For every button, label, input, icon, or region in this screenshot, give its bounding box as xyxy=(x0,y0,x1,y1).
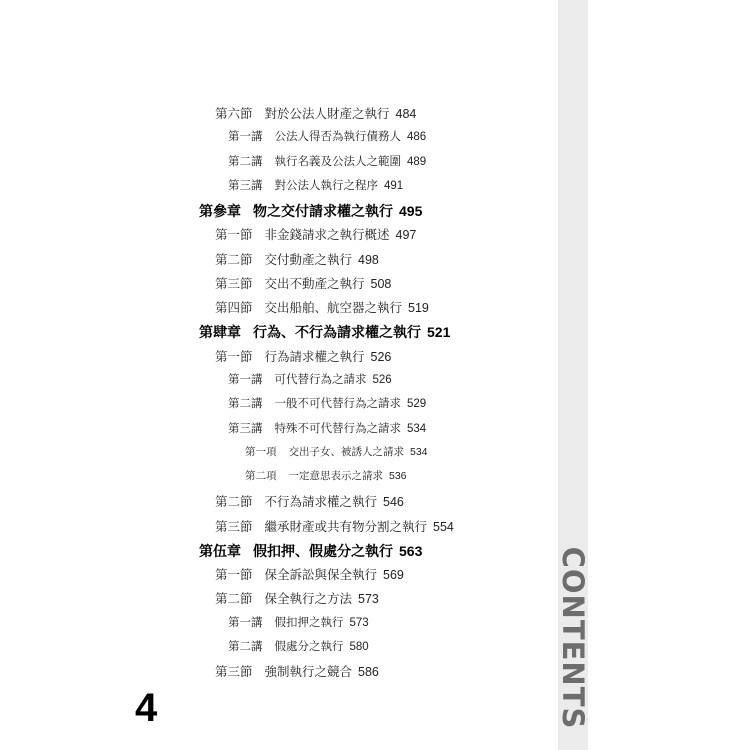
toc-entry-lecture xyxy=(228,371,392,387)
toc-entry-title: 強制執行之競合 xyxy=(264,664,353,680)
toc-entry-section xyxy=(215,250,379,268)
toc-entry-lecture xyxy=(228,614,369,630)
toc-entry-title: 交出子女、被誘人之請求 xyxy=(288,445,404,458)
toc-entry-page-number: 563 xyxy=(399,542,423,559)
toc-entry-title: 一定意思表示之請求 xyxy=(288,470,383,483)
toc-entry-section xyxy=(215,104,417,122)
toc-entry-label: 第一節 xyxy=(215,567,253,583)
contents-side-label: CONTENTS xyxy=(556,546,590,730)
toc-entry-title: 行為、不行為請求權之執行 xyxy=(253,325,421,342)
toc-entry-title: 執行名義及公法人之範圍 xyxy=(274,153,401,168)
toc-entry-page-number: 484 xyxy=(395,107,417,121)
toc-entry-label: 第三節 xyxy=(215,518,253,534)
toc-entry-title: 可代替行為之請求 xyxy=(274,371,367,386)
toc-entry-page-number: 486 xyxy=(407,131,427,144)
toc-entry-section xyxy=(215,274,392,292)
toc-entry-title: 繼承財產或共有物分割之執行 xyxy=(264,518,428,534)
toc-entry-page-number: 529 xyxy=(407,398,427,411)
toc-entry-label: 第二項 xyxy=(245,470,277,483)
toc-entry-page-number: 497 xyxy=(395,228,417,243)
toc-entry-page-number: 508 xyxy=(370,276,392,291)
toc-entry-label: 第一項 xyxy=(245,445,277,458)
toc-entry-label: 第參章 xyxy=(199,204,241,221)
toc-entry-chapter xyxy=(199,201,423,221)
toc-entry-page-number: 569 xyxy=(383,568,404,583)
toc-entry-title: 公法人得否為執行債務人 xyxy=(274,129,401,144)
toc-entry-label: 第六節 xyxy=(215,106,253,121)
toc-entry-title: 一般不可代替行為之請求 xyxy=(274,396,401,411)
toc-entry-label: 第一講 xyxy=(228,371,263,386)
toc-entry-label: 第二講 xyxy=(228,153,263,168)
toc-entry-page-number: 526 xyxy=(370,349,392,364)
toc-entry-section xyxy=(215,225,417,243)
toc-entry-title: 保全執行之方法 xyxy=(264,591,353,607)
toc-entry-page-number: 536 xyxy=(389,470,407,483)
toc-entry-lecture xyxy=(228,638,369,654)
toc-entry-title: 假扣押之執行 xyxy=(274,614,344,629)
toc-entry-item xyxy=(245,468,407,483)
toc-entry-label: 第四節 xyxy=(215,300,253,316)
toc-entry-title: 假處分之執行 xyxy=(274,638,344,653)
toc-entry-chapter xyxy=(199,322,451,342)
toc-entry-page-number: 519 xyxy=(408,301,429,316)
toc-entry-title: 非金錢請求之執行概述 xyxy=(264,227,390,243)
toc-entry-section xyxy=(215,662,379,680)
toc-entry-section xyxy=(215,589,379,607)
toc-entry-lecture xyxy=(228,420,427,436)
page-number: 4 xyxy=(135,686,158,730)
toc-entry-page-number: 586 xyxy=(358,665,379,680)
toc-entry-label: 第二節 xyxy=(215,591,253,607)
toc-entry-label: 第二節 xyxy=(215,494,253,510)
toc-entry-page-number: 554 xyxy=(433,519,454,534)
toc-entry-title: 特殊不可代替行為之請求 xyxy=(274,420,401,435)
toc-entry-page-number: 489 xyxy=(407,155,427,168)
toc-entry-page-number: 534 xyxy=(410,445,428,458)
toc-entry-label: 第一講 xyxy=(228,614,263,629)
toc-entry-label: 第伍章 xyxy=(199,543,241,560)
toc-entry-section xyxy=(215,565,404,583)
toc-entry-title: 不行為請求權之執行 xyxy=(264,494,378,510)
toc-entry-section xyxy=(215,298,429,316)
toc-entry-page-number: 573 xyxy=(358,592,379,607)
toc-entry-title: 對於公法人財產之執行 xyxy=(264,106,390,121)
toc-entry-section xyxy=(215,347,392,365)
toc-entry-title: 對公法人執行之程序 xyxy=(274,177,378,192)
toc-entry-label: 第三節 xyxy=(215,664,253,680)
toc-entry-title: 交出船舶、航空器之執行 xyxy=(264,300,403,316)
toc-entry-lecture xyxy=(228,177,404,193)
toc-entry-title: 假扣押、假處分之執行 xyxy=(253,543,393,560)
toc-entry-lecture xyxy=(228,128,427,144)
toc-entry-page-number: 495 xyxy=(399,203,423,220)
toc-entry-title: 保全訴訟與保全執行 xyxy=(264,567,378,583)
toc-entry-title: 行為請求權之執行 xyxy=(264,348,365,364)
toc-entry-page-number: 546 xyxy=(383,495,404,510)
toc-entry-item xyxy=(245,444,428,459)
toc-entry-label: 第肆章 xyxy=(199,325,241,342)
toc-entry-label: 第二節 xyxy=(215,251,253,267)
toc-entry-title: 物之交付請求權之執行 xyxy=(253,204,393,221)
toc-entry-section xyxy=(215,517,454,535)
toc-entry-label: 第二講 xyxy=(228,396,263,411)
toc-entry-label: 第三講 xyxy=(228,420,263,435)
toc-entry-label: 第三節 xyxy=(215,275,253,291)
toc-entry-lecture xyxy=(228,395,427,411)
toc-entry-title: 交付動產之執行 xyxy=(264,251,353,267)
toc-entry-page-number: 491 xyxy=(384,179,404,192)
toc-entry-label: 第一講 xyxy=(228,129,263,144)
toc-entry-label: 第二講 xyxy=(228,638,263,653)
toc-entry-title: 交出不動產之執行 xyxy=(264,275,365,291)
toc-entry-page-number: 521 xyxy=(427,324,451,341)
toc-entry-page-number: 498 xyxy=(358,252,379,267)
toc-entry-page-number: 526 xyxy=(372,373,392,386)
toc-entry-page-number: 580 xyxy=(349,640,369,653)
toc-entry-chapter xyxy=(199,541,423,561)
toc-entry-label: 第一節 xyxy=(215,227,253,243)
toc-entry-page-number: 534 xyxy=(407,422,427,435)
toc-entry-label: 第一節 xyxy=(215,348,253,364)
toc-entry-page-number: 573 xyxy=(349,616,369,629)
toc-entry-section xyxy=(215,492,404,510)
toc-entry-lecture xyxy=(228,153,427,169)
toc-entry-label: 第三講 xyxy=(228,177,263,192)
